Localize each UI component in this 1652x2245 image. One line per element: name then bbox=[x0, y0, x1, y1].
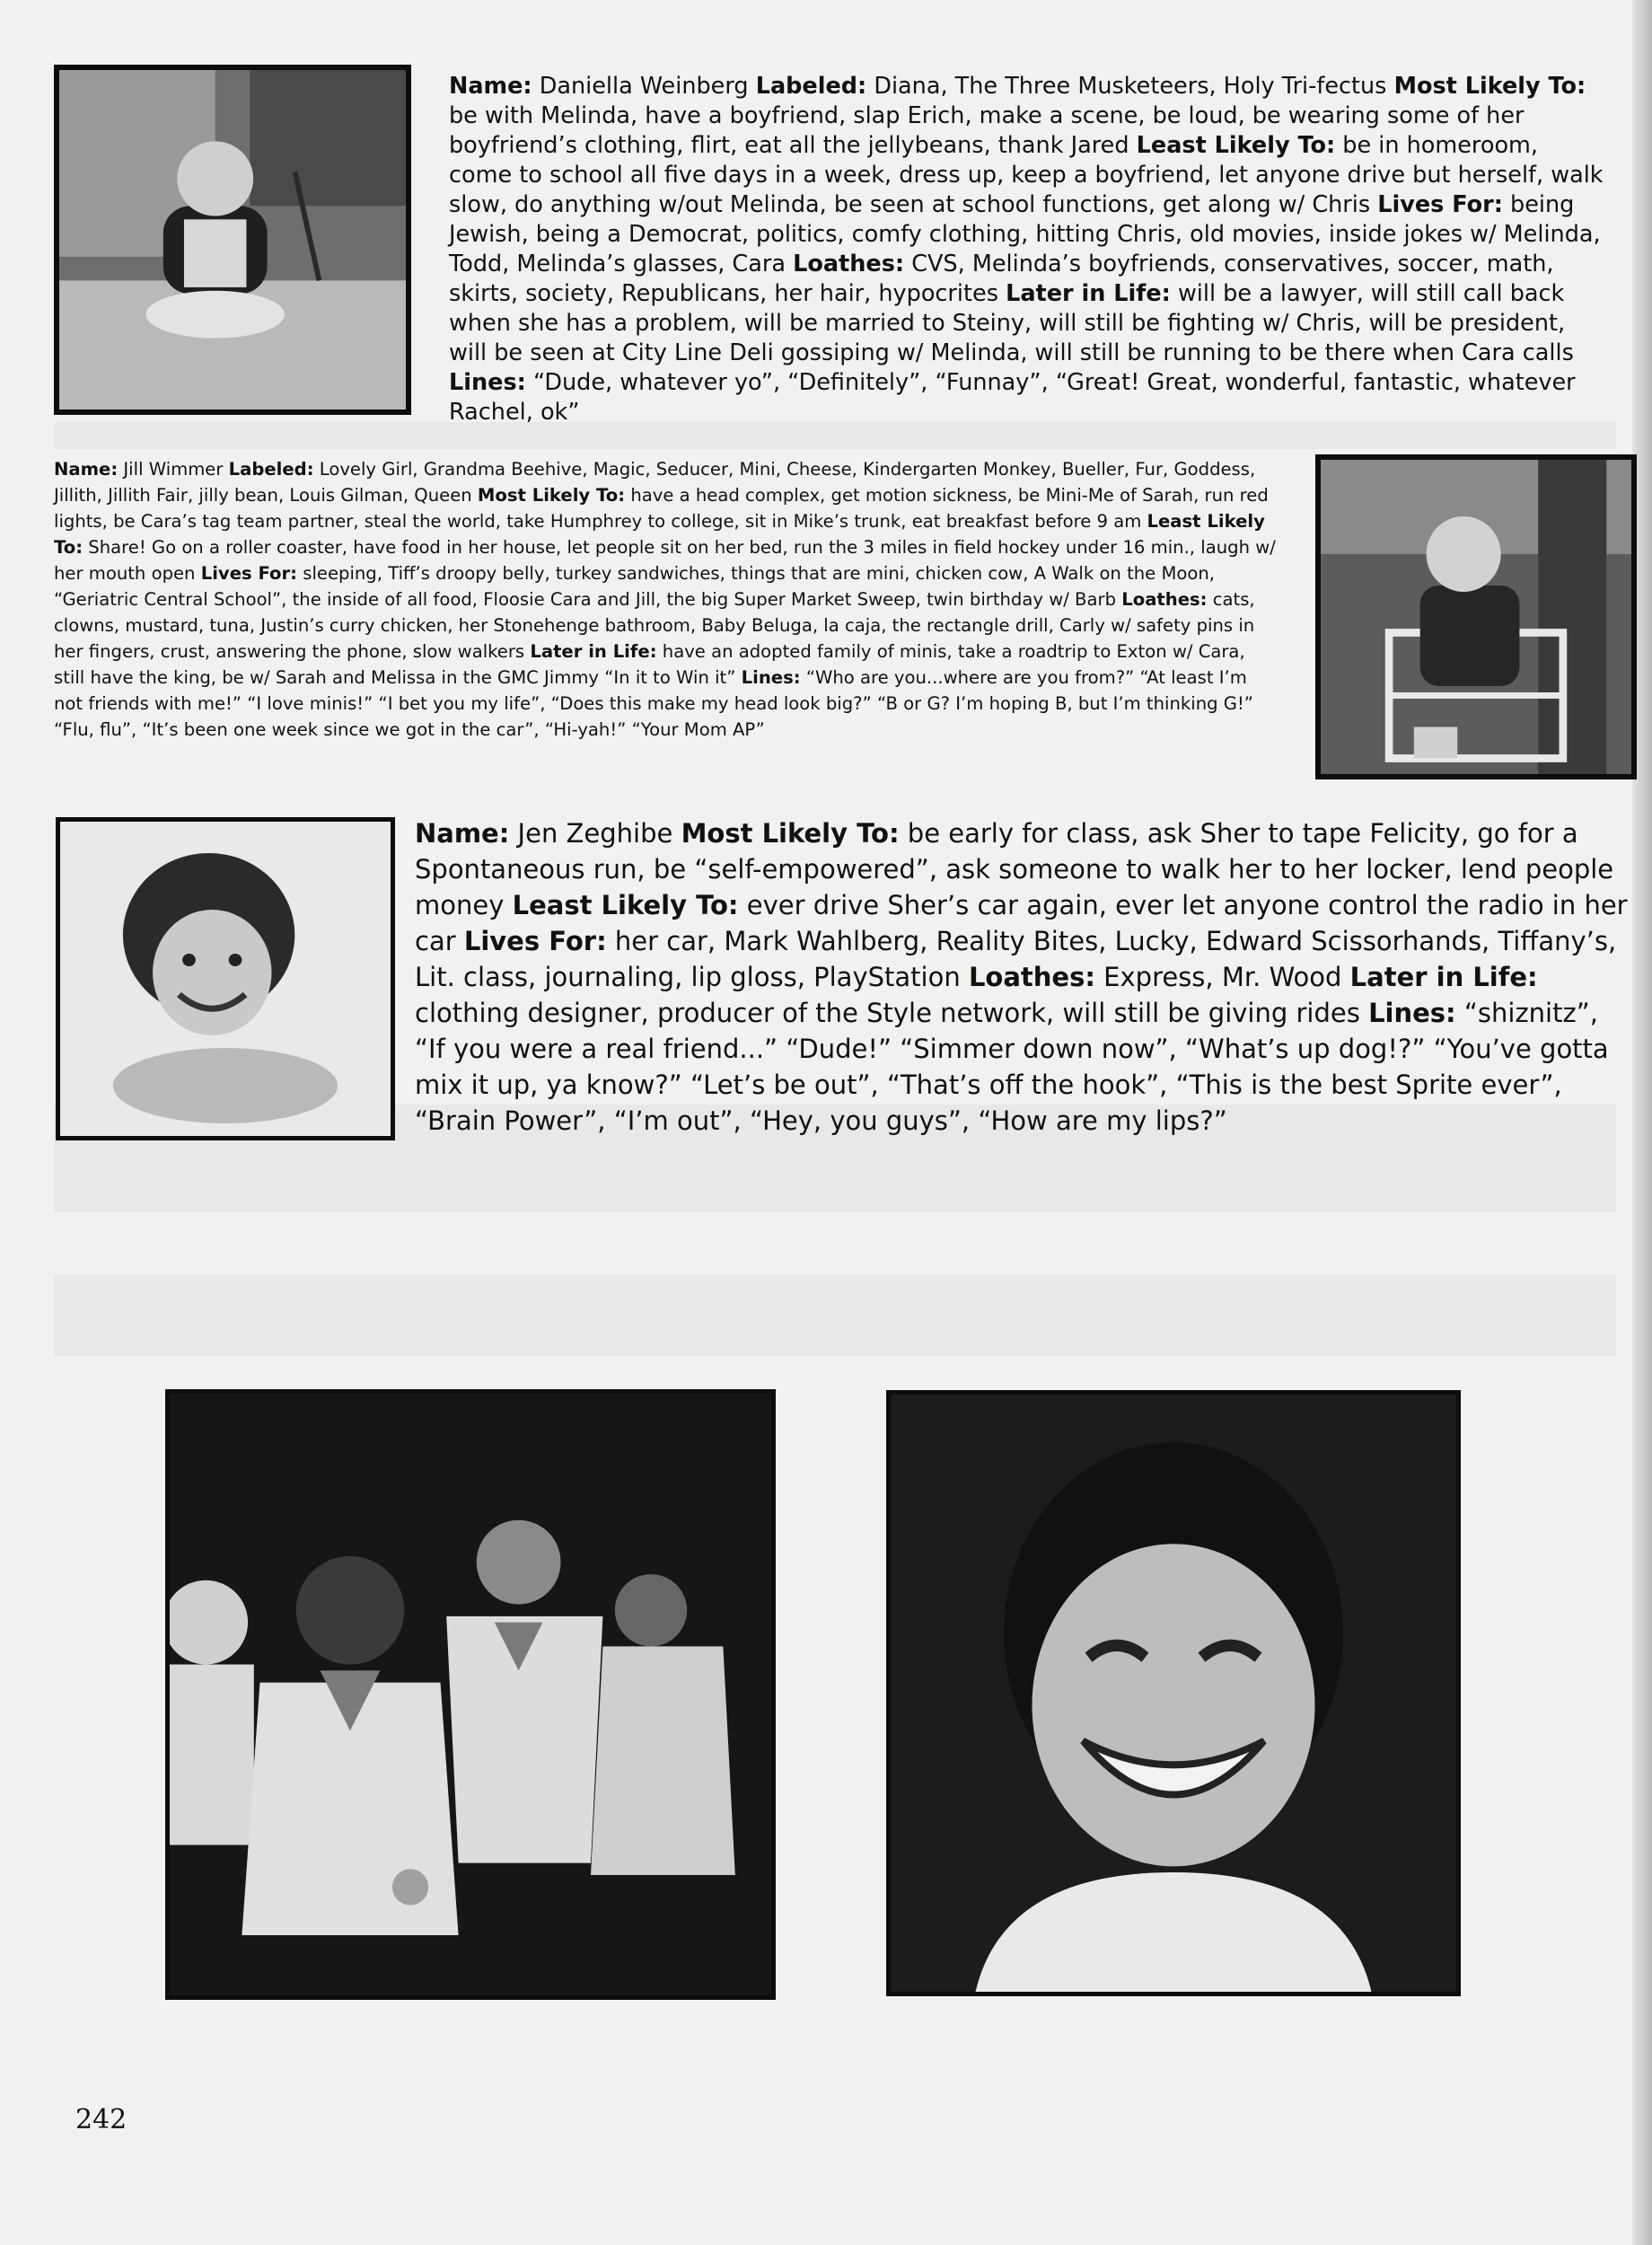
labeled-text: Diana, The Three Musketeers, Holy Tri-fectus bbox=[874, 73, 1387, 100]
least-likely-label: Least Likely To: bbox=[512, 890, 739, 920]
most-likely-label: Most Likely To: bbox=[477, 485, 626, 506]
show-through-band bbox=[54, 1275, 1616, 1356]
later-in-life-text: will be a lawyer, will still call back when she has a problem, will be married to Steiny, will still be fighting w/ Chris, will be president, will be seen at City Line Deli gossiping w/ Melinda, will still be running to be there when Cara calls bbox=[449, 280, 1574, 366]
group-photo-children bbox=[165, 1389, 776, 2000]
loathes-label: Loathes: bbox=[793, 251, 905, 277]
loathes-text: CVS, Melinda’s boyfriends, conservatives, soccer, math, skirts, society, Republicans, her hair, hypocrites bbox=[449, 251, 1554, 307]
later-in-life-text: clothing designer, producer of the Style network, will still be giving rides bbox=[415, 998, 1360, 1028]
lives-for-text: her car, Mark Wahlberg, Reality Bites, Lucky, Edward Scissorhands, Tiffany’s, Lit. class, journaling, lip gloss, PlayStation bbox=[415, 926, 1617, 992]
loathes-label: Loathes: bbox=[1121, 589, 1208, 610]
most-likely-text: be early for class, ask Sher to tape Felicity, go for a Spontaneous run, be “self-empowered”, ask someone to walk her to her locker, lend people money bbox=[415, 818, 1614, 920]
later-in-life-label: Later in Life: bbox=[1349, 962, 1538, 992]
entry-jen bbox=[415, 815, 1636, 1139]
baby-photo-daniella bbox=[54, 65, 411, 415]
lines-label: Lines: bbox=[449, 369, 526, 396]
lines-text: “Dude, whatever yo”, “Definitely”, “Funnay”, “Great! Great, wonderful, fantastic, whatever Rachel, ok” bbox=[449, 369, 1576, 426]
loathes-text: cats, clowns, mustard, tuna, Justin’s curry chicken, her Stonehenge bathroom, Baby Beluga, la caja, the rectangle drill, Carly w/ safety pins in her fingers, crust, answering the phone, slow walkers bbox=[54, 589, 1255, 662]
lines-label: Lines: bbox=[741, 667, 801, 688]
name-label: Name: bbox=[54, 459, 119, 480]
later-in-life-label: Later in Life: bbox=[1006, 280, 1171, 307]
student-name: Jill Wimmer bbox=[123, 459, 224, 480]
boy-smiling-photo bbox=[886, 1390, 1461, 1996]
least-likely-text: ever drive Sher’s car again, ever let anyone control the radio in her car bbox=[415, 890, 1628, 956]
lines-text: “shiznitz”, “If you were a real friend...” “Dude!” “Simmer down now”, “What’s up dog!?” “You’ve gotta mix it up, ya know?” “Let’s be out”, “That’s off the hook”, “This is the best Sprite ever”, “Brain Power”, “I’m out”, “Hey, you guys”, “How are my lips?” bbox=[415, 998, 1609, 1136]
least-likely-text: be in homeroom, come to school all five days in a week, dress up, keep a boyfriend, let anyone drive but herself, walk slow, do anything w/out Melinda, be seen at school functions, get along w/ Chris bbox=[449, 132, 1604, 218]
entry-daniella bbox=[449, 72, 1607, 427]
student-name: Daniella Weinberg bbox=[539, 73, 749, 100]
most-likely-text: be with Melinda, have a boyfriend, slap Erich, make a scene, be loud, be wearing some of her boyfriend’s clothing, flirt, eat all the jellybeans, thank Jared bbox=[449, 102, 1525, 159]
lines-label: Lines: bbox=[1368, 998, 1456, 1028]
lives-for-text: being Jewish, being a Democrat, politics, comfy clothing, hitting Chris, old movies, inside jokes w/ Melinda, Todd, Melinda’s glasses, Cara bbox=[449, 191, 1601, 277]
lines-text: “Who are you...where are you from?” “At least I’m not friends with me!” “I love minis!” “I bet you my life”, “Does this make my head look big?” “B or G? I’m hoping B, but I’m thinking G!” “Flu, flu”, “It’s been one week since we got in the car”, “Hi-yah!” “Your Mom AP” bbox=[54, 667, 1253, 740]
least-likely-label: Least Likely To: bbox=[1136, 132, 1336, 159]
lives-for-label: Lives For: bbox=[1377, 191, 1503, 218]
most-likely-label: Most Likely To: bbox=[1393, 73, 1586, 100]
page-number: 242 bbox=[75, 2104, 127, 2135]
labeled-label: Labeled: bbox=[755, 73, 867, 100]
loathes-text: Express, Mr. Wood bbox=[1103, 962, 1342, 992]
name-label: Name: bbox=[449, 73, 532, 100]
later-in-life-text: have an adopted family of minis, take a roadtrip to Exton w/ Cara, still have the king, be w/ Sarah and Melissa in the GMC Jimmy “In it to Win it” bbox=[54, 641, 1245, 688]
lives-for-label: Lives For: bbox=[200, 563, 298, 584]
labeled-label: Labeled: bbox=[228, 459, 314, 480]
baby-photo-jen bbox=[56, 817, 395, 1140]
baby-photo-jill bbox=[1315, 454, 1637, 779]
lives-for-text: sleeping, Tiff’s droopy belly, turkey sandwiches, things that are mini, chicken cow, A Walk on the Moon, “Geriatric Central School”, the inside of all food, Floosie Cara and Jill, the big Super Market Sweep, twin birthday w/ Barb bbox=[54, 563, 1215, 610]
name-label: Name: bbox=[415, 818, 510, 849]
student-name: Jen Zeghibe bbox=[517, 818, 673, 849]
least-likely-text: Share! Go on a roller coaster, have food in her house, let people sit on her bed, run the 3 miles in field hockey under 16 min., laugh w/ her mouth open bbox=[54, 537, 1276, 584]
least-likely-label: Least Likely To: bbox=[54, 511, 1265, 558]
later-in-life-label: Later in Life: bbox=[530, 641, 657, 662]
loathes-label: Loathes: bbox=[968, 962, 1095, 992]
most-likely-text: have a head complex, get motion sickness, be Mini-Me of Sarah, run red lights, be Cara’s tag team partner, steal the world, take Humphrey to college, sit in Mike’s trunk, eat breakfast before 9 am bbox=[54, 485, 1269, 532]
entry-jill bbox=[54, 456, 1279, 743]
most-likely-label: Most Likely To: bbox=[681, 818, 900, 849]
lives-for-label: Lives For: bbox=[463, 926, 607, 956]
labeled-text: Lovely Girl, Grandma Beehive, Magic, Seducer, Mini, Cheese, Kindergarten Monkey, Bueller, Fur, Goddess, Jillith, Jillith Fair, jilly bean, Louis Gilman, Queen bbox=[54, 459, 1256, 506]
